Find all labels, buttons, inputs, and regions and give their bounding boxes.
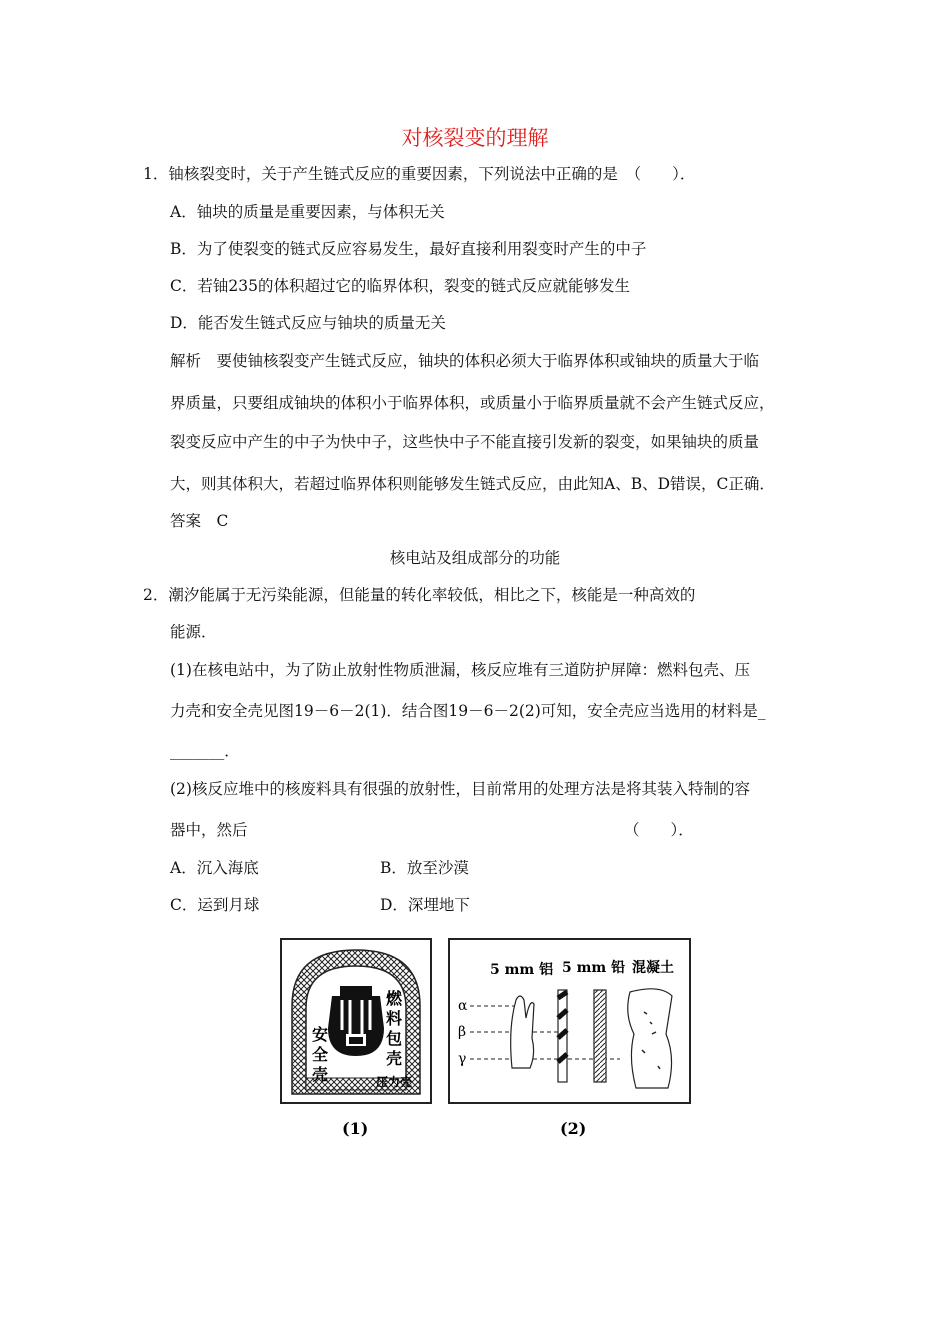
q2-part1: 力壳和安全壳见图19－6－2(1)．结合图19－6－2(2)可知，安全壳应当选用的材料是_ [170,702,766,720]
label-safety-shell: 安全壳 [312,1025,329,1084]
q2-option-c: C．运到月球 [170,896,260,914]
reactor-diagram [281,939,431,1103]
label-lead: 5 mm 铅 [562,960,626,976]
q1-analysis-line: 裂变反应中产生的中子为快中子，这些快中子不能直接引发新的裂变，如果铀块的质量 [170,433,760,451]
label-concrete: 混凝土 [632,960,674,976]
label-fuel-cladding: 燃料包壳 [386,989,403,1068]
q1-option-a: A．铀块的质量是重要因素，与体积无关 [170,203,445,221]
q1-stem: 1．铀核裂变时，关于产生链式反应的重要因素，下列说法中正确的是 （ ）． [143,165,696,183]
figure2-label: (2) [560,1119,587,1138]
section-heading: 核电站及组成部分的功能 [389,549,561,567]
radiation-penetration-diagram [449,939,690,1103]
q1-analysis-line: 解析 要使铀核裂变产生链式反应，铀块的体积必须大于临界体积或铀块的质量大于临 [170,352,760,370]
q1-option-b: B．为了使裂变的链式反应容易发生，最好直接利用裂变时产生的中子 [170,240,647,258]
q2-part2: 器中，然后 [170,821,248,839]
q2-option-d: D．深埋地下 [380,896,470,914]
lead-plate [594,990,606,1082]
q2-stem: 2．潮汐能属于无污染能源，但能量的转化率较低，相比之下，核能是一种高效的 [143,586,696,604]
q2-answer-paren: （ ）． [624,821,694,839]
label-beta: β [458,1024,467,1040]
q1-answer: 答案 C [170,512,229,530]
q2-option-b: B．放至沙漠 [380,859,469,877]
hand-shape [511,996,534,1068]
concrete-block [628,989,672,1088]
label-aluminum: 5 mm 铝 [490,962,554,978]
q1-analysis-line: 界质量，只要组成铀块的体积小于临界体积，或质量小于临界质量就不会产生链式反应， [170,394,775,412]
label-alpha: α [458,998,468,1014]
q2-part2: (2)核反应堆中的核废料具有很强的放射性，目前常用的处理方法是将其装入特制的容 [170,780,750,798]
figures [280,938,700,1138]
q1-option-d: D．能否发生链式反应与铀块的质量无关 [170,314,446,332]
page-title: 对核裂变的理解 [401,126,549,150]
q2-part1: (1)在核电站中，为了防止放射性物质泄漏，核反应堆有三道防护屏障：燃料包壳、压 [170,661,750,679]
q1-option-c: C．若铀235的体积超过它的临界体积，裂变的链式反应就能够发生 [170,277,630,295]
label-pressure-shell: 压力壳 [376,1075,413,1089]
q2-stem-cont: 能源． [170,623,217,641]
pressure-vessel [328,996,384,1056]
q2-option-a: A．沉入海底 [170,859,259,877]
figure1-label: (1) [342,1119,369,1138]
q1-analysis-line: 大，则其体积大，若超过临界体积则能够发生链式反应，由此知A、B、D错误，C正确． [170,475,775,493]
label-gamma: γ [458,1051,467,1067]
q2-part1-blank: _______． [170,742,240,760]
